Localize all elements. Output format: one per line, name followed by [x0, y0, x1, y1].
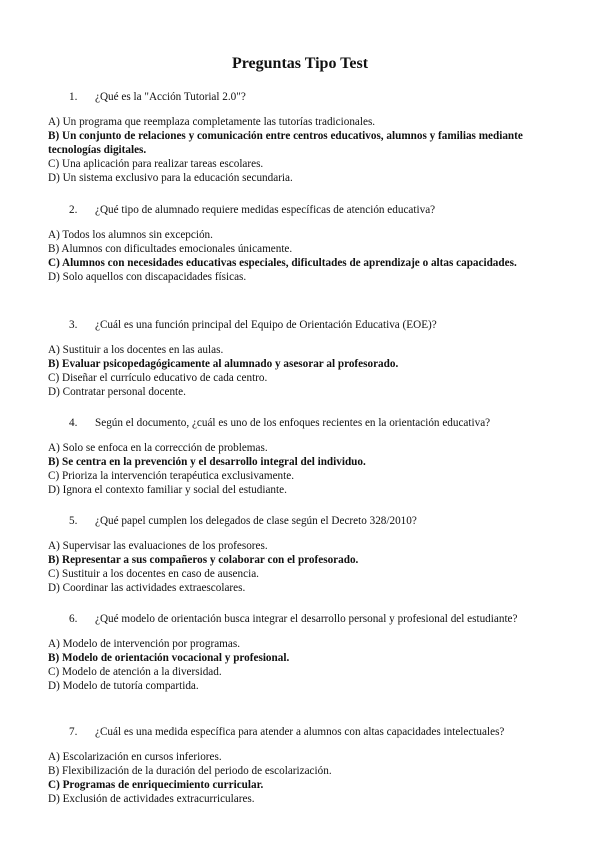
answer-options: [0, 539, 600, 595]
question-text: ¿Cuál es una medida específica para atender a alumnos con altas capacidades intelectuales?: [95, 726, 505, 738]
option-d: D) Un sistema exclusivo para la educación secundaria.: [48, 172, 293, 184]
option-b-correct: B) Se centra en la prevención y el desarrollo integral del individuo.: [48, 456, 366, 468]
option-a: A) Modelo de intervención por programas.: [48, 638, 240, 650]
question-7: [0, 725, 600, 806]
answer-options: [0, 441, 600, 497]
option-b-correct: B) Modelo de orientación vocacional y profesional.: [48, 652, 290, 664]
option-c-correct: C) Alumnos con necesidades educativas especiales, dificultades de aprendizaje o altas capacidades.: [48, 257, 517, 269]
option-c: C) Sustituir a los docentes en caso de ausencia.: [48, 568, 259, 580]
question-stem: [0, 90, 600, 104]
answer-options: [0, 115, 600, 185]
option-c: C) Una aplicación para realizar tareas escolares.: [48, 158, 264, 170]
question-stem: [0, 612, 600, 626]
question-4: [0, 416, 600, 497]
question-stem: [0, 318, 600, 332]
option-b-correct: B) Representar a sus compañeros y colaborar con el profesorado.: [48, 554, 359, 566]
answer-options: [0, 228, 600, 284]
option-a: A) Solo se enfoca en la corrección de problemas.: [48, 442, 268, 454]
question-5: [0, 514, 600, 595]
option-a: A) Sustituir a los docentes en las aulas.: [48, 344, 224, 356]
option-d: D) Exclusión de actividades extracurriculares.: [48, 793, 255, 805]
question-stem: [0, 514, 600, 528]
answer-options: [0, 343, 600, 399]
option-d: D) Modelo de tutoría compartida.: [48, 680, 199, 692]
option-d: D) Ignora el contexto familiar y social del estudiante.: [48, 484, 287, 496]
option-a: A) Un programa que reemplaza completamente las tutorías tradicionales.: [48, 116, 376, 128]
question-stem: [0, 416, 600, 430]
question-1: [0, 90, 600, 185]
question-text: ¿Qué papel cumplen los delegados de clase según el Decreto 328/2010?: [95, 515, 417, 527]
question-2: [0, 203, 600, 284]
option-d: D) Coordinar las actividades extraescolares.: [48, 582, 246, 594]
option-d: D) Contratar personal docente.: [48, 386, 186, 398]
option-c: C) Modelo de atención a la diversidad.: [48, 666, 222, 678]
option-b: B) Alumnos con dificultades emocionales únicamente.: [48, 243, 293, 255]
question-text: ¿Qué tipo de alumnado requiere medidas específicas de atención educativa?: [95, 204, 436, 216]
option-a: A) Escolarización en cursos inferiores.: [48, 751, 222, 763]
option-a: A) Todos los alumnos sin excepción.: [48, 229, 213, 241]
question-number: 6.: [69, 613, 78, 625]
option-d: D) Solo aquellos con discapacidades físicas.: [48, 271, 247, 283]
option-b: B) Flexibilización de la duración del periodo de escolarización.: [48, 765, 332, 777]
question-stem: [0, 725, 600, 739]
option-b-correct: B) Un conjunto de relaciones y comunicación entre centros educativos, alumnos y familias mediante tecnologías digitales.: [48, 130, 523, 156]
question-3: [0, 318, 600, 399]
question-number: 3.: [69, 319, 78, 331]
question-text: ¿Qué modelo de orientación busca integrar el desarrollo personal y profesional del estudiante?: [95, 613, 518, 625]
answer-options: [0, 637, 600, 693]
page-title: Preguntas Tipo Test: [231, 55, 369, 72]
question-text: ¿Qué es la "Acción Tutorial 2.0"?: [95, 91, 246, 103]
option-a: A) Supervisar las evaluaciones de los profesores.: [48, 540, 268, 552]
question-text: Según el documento, ¿cuál es uno de los enfoques recientes en la orientación educativa?: [95, 417, 491, 429]
question-number: 5.: [69, 515, 78, 527]
question-number: 1.: [69, 91, 78, 103]
question-number: 4.: [69, 417, 78, 429]
option-c: C) Diseñar el currículo educativo de cada centro.: [48, 372, 268, 384]
option-b-correct: B) Evaluar psicopedagógicamente al alumnado y asesorar al profesorado.: [48, 358, 399, 370]
question-6: [0, 612, 600, 693]
option-c-correct: C) Programas de enriquecimiento curricular.: [48, 779, 264, 791]
question-number: 7.: [69, 726, 78, 738]
question-text: ¿Cuál es una función principal del Equipo de Orientación Educativa (EOE)?: [95, 319, 437, 331]
question-number: 2.: [69, 204, 78, 216]
answer-options: [0, 750, 600, 806]
question-stem: [0, 203, 600, 217]
option-c: C) Prioriza la intervención terapéutica exclusivamente.: [48, 470, 295, 482]
